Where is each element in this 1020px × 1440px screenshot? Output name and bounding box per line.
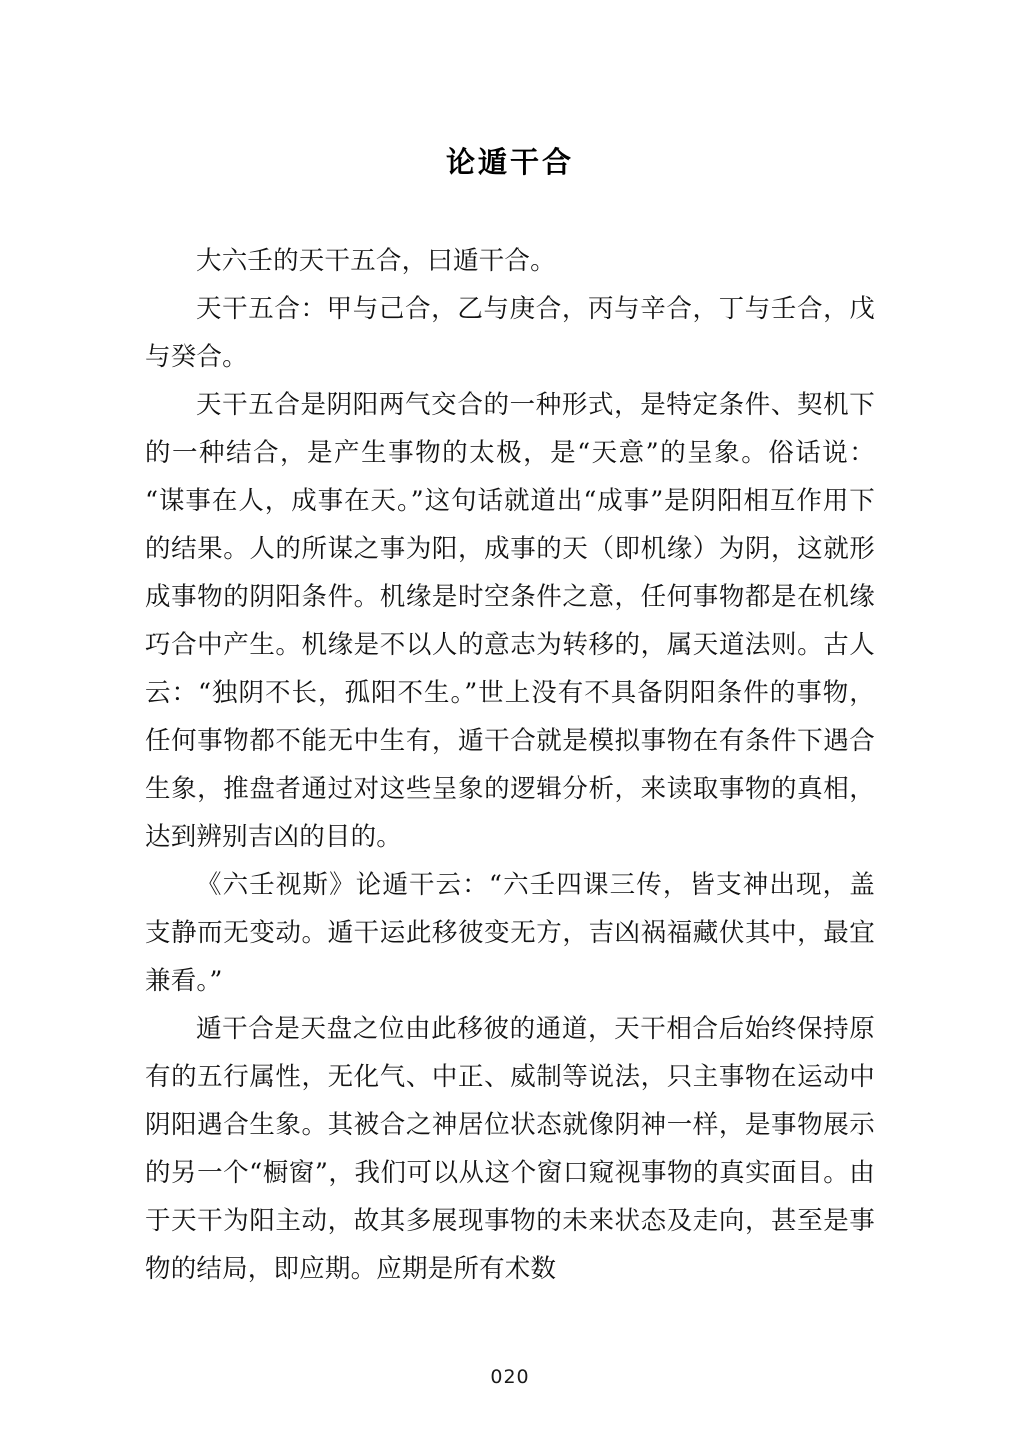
page-number: 020 — [490, 1366, 530, 1388]
page-content — [145, 140, 875, 1293]
paragraph: 天干五合是阴阳两气交合的一种形式，是特定条件、契机下的一种结合，是产生事物的太极，是“天意”的呈象。俗话说：“谋事在人，成事在天。”这句话就道出“成事”是阴阳相互作用下的结果。人的所谋之事为阳，成事的天（即机缘）为阴，这就形成事物的阴阳条件。机缘是时空条件之意，任何事物都是在机缘巧合中产生。机缘是不以人的意志为转移的，属天道法则。古人云：“独阴不长，孤阳不生。”世上没有不具备阴阳条件的事物，任何事物都不能无中生有，遁干合就是模拟事物在有条件下遇合生象，推盘者通过对这些呈象的逻辑分析，来读取事物的真相，达到辨别吉凶的目的。 — [145, 390, 875, 852]
paragraph: 遁干合是天盘之位由此移彼的通道，天干相合后始终保持原有的五行属性，无化气、中正、威制等说法，只主事物在运动中阴阳遇合生象。其被合之神居位状态就像阴神一样，是事物展示的另一个“橱窗”，我们可以从这个窗口窥视事物的真实面目。由于天干为阳主动，故其多展现事物的未来状态及走向，甚至是事物的结局，即应期。应期是所有术数 — [145, 1014, 875, 1284]
page-title: 论遁干合 — [445, 145, 574, 179]
paragraph: 天干五合：甲与己合，乙与庚合，丙与辛合，丁与壬合，戊与癸合。 — [145, 294, 875, 372]
paragraph: 《六壬视斯》论遁干云：“六壬四课三传，皆支神出现，盖支静而无变动。遁干运此移彼变无方，吉凶祸福藏伏其中，最宜兼看。” — [145, 870, 875, 996]
paragraph: 大六壬的天干五合，曰遁干合。 — [196, 246, 556, 276]
